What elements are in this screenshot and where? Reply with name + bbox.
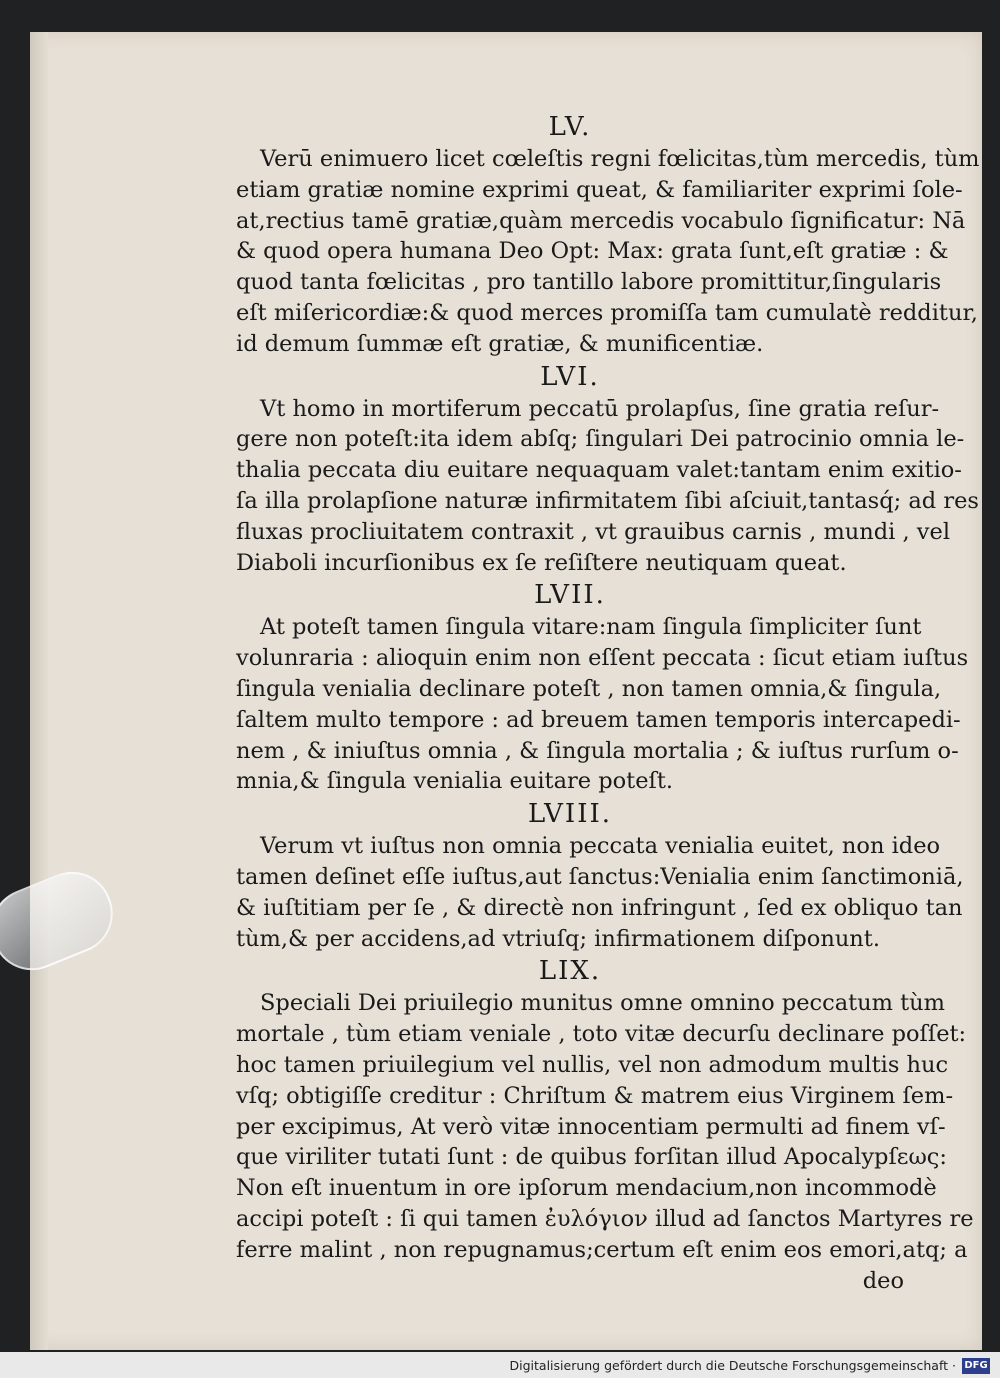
text-line: eſt miſericordiæ:& quod merces promiſſa tam cumulatè redditur,: [236, 299, 978, 326]
text-line: vſq; obtigiſſe creditur : Chriſtum & matrem eius Virginem ſem-: [236, 1082, 954, 1109]
text-line: accipi poteſt : ſi qui tamen ἐυλόγιον illud ad ſanctos Martyres re: [236, 1205, 974, 1232]
text-line: Verū enimuero licet cœleſtis regni fœlicitas,tùm mercedis, tùm: [260, 146, 980, 172]
section-lix: [236, 954, 974, 1296]
section-heading: LIX.: [538, 956, 602, 987]
text-line: gere non poteſt:ita idem abſq; ſingulari Dei patrocinio omnia le-: [236, 426, 965, 453]
text-line: etiam gratiæ nomine exprimi queat, & familiariter exprimi ſole-: [236, 176, 963, 203]
text-line: ferre malint , non repugnamus;certum eſt enim eos emori,atq; a: [236, 1236, 968, 1263]
page-edge: [30, 32, 48, 1350]
paragraph: [236, 831, 964, 954]
text-line: tamen deſinet eſſe iuſtus,aut ſanctus:Venialia enim ſanctimoniā,: [236, 863, 964, 890]
paragraph: [236, 144, 980, 360]
catchword: deo: [862, 1267, 904, 1294]
text-line: volunraria : alioquin enim non eſſent peccata : ſicut etiam iuſtus: [236, 645, 969, 672]
paragraph: [236, 612, 969, 797]
text-line: Vt homo in mortiferum peccatū prolapſus, ſine gratia reſur-: [260, 395, 940, 422]
section-heading: LVIII.: [527, 799, 613, 830]
text-line: Non eſt inuentum in ore ipſorum mendacium,non incommodè: [236, 1175, 937, 1202]
footer-credit: Digitalisierung gefördert durch die Deutsche Forschungsgemeinschaft ·: [509, 1358, 956, 1373]
text-line: mortale , tùm etiam veniale , toto vitæ decurſu declinare poſſet:: [236, 1021, 967, 1048]
paragraph: [236, 988, 974, 1265]
dfg-logo: DFG: [962, 1358, 990, 1374]
text-line: per excipimus, At verò vitæ innocentiam permulti ad finem vſ-: [236, 1113, 946, 1140]
text-line: hoc tamen priuilegium vel nullis, vel non admodum multis huc: [236, 1051, 949, 1078]
paragraph: [236, 394, 979, 579]
text-line: ſingula venialia declinare poteſt , non tamen omnia,& ſingula,: [236, 675, 942, 702]
digitization-footer: [0, 1352, 1000, 1378]
text-line: Speciali Dei priuilegio munitus omne omnino peccatum tùm: [260, 990, 946, 1017]
text-line: ſa illa prolapſione naturæ infirmitatem ſibi aſciuit,tantasq́; ad res: [236, 487, 979, 514]
text-line: quod tanta fœlicitas , pro tantillo labore promittitur,ſingularis: [236, 269, 942, 296]
page-text: [236, 110, 980, 1296]
section-lvi: [236, 360, 979, 579]
section-lvii: [236, 578, 969, 797]
text-line: thalia peccata diu euitare nequaquam valet:tantam enim exitio-: [236, 457, 962, 484]
text-line: nem , & iniuſtus omnia , & ſingula mortalia ; & iuſtus rurſum o-: [236, 737, 959, 764]
section-heading: LVI.: [540, 361, 600, 392]
text-line: que viriliter tutati ſunt : de quibus forſitan illud Apocalypſεως:: [236, 1144, 947, 1171]
text-line: mnia,& ſingula venialia euitare poteſt.: [236, 768, 674, 795]
section-heading: LV.: [548, 112, 592, 142]
text-line: fluxas procliuitatem contraxit , vt grauibus carnis , mundi , vel: [236, 518, 951, 545]
text-line: & iuſtitiam per ſe , & directè non infringunt , ſed ex obliquo tan: [236, 894, 963, 921]
text-line: Diaboli incurſionibus ex ſe reſiſtere neutiquam queat.: [236, 549, 847, 576]
section-lv: [236, 110, 980, 360]
section-heading: LVII.: [534, 580, 606, 611]
text-line: tùm,& per accidens,ad vtriuſq; infirmationem diſponunt.: [236, 925, 880, 952]
text-line: at,rectius tamē gratiæ,quàm mercedis vocabulo ſignificatur: Nā: [236, 207, 966, 234]
text-line: & quod opera humana Deo Opt: Max: grata ſunt,eſt gratiæ : &: [236, 238, 949, 265]
text-line: ſaltem multo tempore : ad breuem tamen temporis intercapedi-: [236, 706, 961, 733]
text-line: Verum vt iuſtus non omnia peccata venialia euitet, non ideo: [260, 833, 941, 860]
text-line: id demum ſummæ eſt gratiæ, & munificentiæ.: [236, 330, 764, 357]
section-lviii: [236, 797, 964, 954]
text-line: At poteſt tamen ſingula vitare:nam ſingula ſimpliciter ſunt: [260, 614, 922, 641]
